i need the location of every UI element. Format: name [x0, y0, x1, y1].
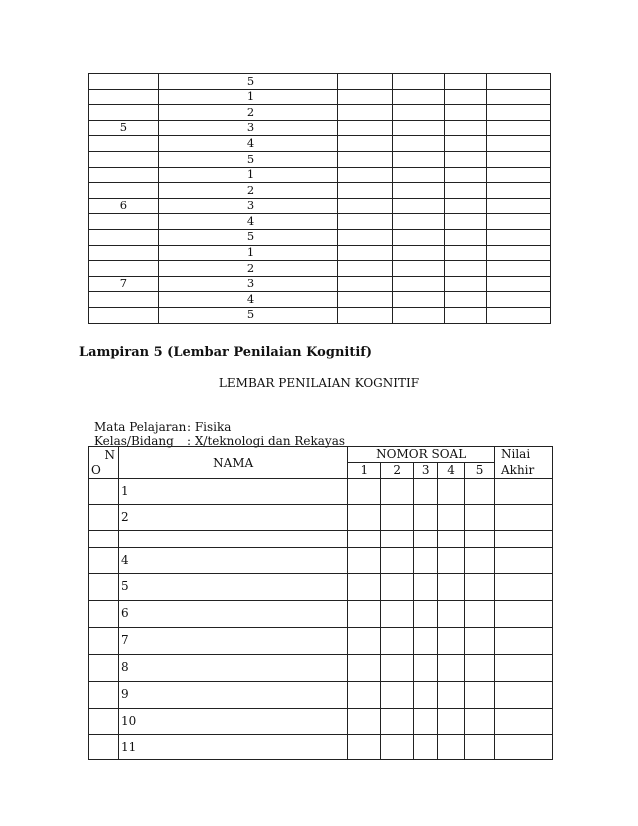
- final-score-cell: [495, 479, 553, 505]
- score-cell: [487, 229, 551, 245]
- answer-score-cell: [465, 531, 495, 548]
- answer-score-cell: [381, 505, 414, 531]
- score-cell: [487, 261, 551, 277]
- score-cell: [487, 292, 551, 308]
- answer-score-cell: [414, 548, 438, 574]
- score-cell: [337, 214, 393, 230]
- score-cell: [445, 198, 487, 214]
- score-cell: [337, 229, 393, 245]
- answer-score-cell: [348, 682, 381, 709]
- final-score-cell: [495, 548, 553, 574]
- no-cell: [89, 655, 119, 682]
- score-cell: [445, 245, 487, 261]
- no-cell: [89, 628, 119, 655]
- answer-score-cell: [465, 735, 495, 760]
- answer-score-cell: [414, 531, 438, 548]
- question-number-header: 5: [465, 462, 495, 479]
- score-cell: [337, 167, 393, 183]
- group-number-cell: [89, 183, 159, 199]
- score-cell: [487, 307, 551, 323]
- question-number-cell: 4: [158, 292, 337, 308]
- group-number-cell: [89, 245, 159, 261]
- answer-score-cell: [414, 601, 438, 628]
- score-cell: [337, 183, 393, 199]
- top-table-row: [89, 307, 551, 323]
- header-question-numbers: NOMOR SOAL: [348, 447, 495, 463]
- top-table-row: [89, 89, 551, 105]
- question-number-cell: 4: [158, 214, 337, 230]
- score-cell: [487, 198, 551, 214]
- score-cell: [393, 198, 445, 214]
- sheet-title: LEMBAR PENILAIAN KOGNITIF: [218, 376, 420, 390]
- score-cell: [393, 183, 445, 199]
- final-score-cell: [495, 655, 553, 682]
- score-cell: [487, 214, 551, 230]
- student-number-cell: 1: [118, 479, 347, 505]
- group-number-cell: [89, 105, 159, 121]
- score-cell: [393, 229, 445, 245]
- answer-score-cell: [381, 682, 414, 709]
- group-number-cell: [89, 214, 159, 230]
- student-row: [89, 548, 553, 574]
- header-no-top: N: [104, 448, 115, 463]
- score-cell: [337, 151, 393, 167]
- student-number-cell: 9: [118, 682, 347, 709]
- answer-score-cell: [465, 505, 495, 531]
- score-cell: [487, 105, 551, 121]
- group-number-cell: [89, 136, 159, 152]
- student-row: [89, 655, 553, 682]
- student-number-cell: 6: [118, 601, 347, 628]
- top-table-row: [89, 167, 551, 183]
- answer-score-cell: [465, 709, 495, 735]
- answer-score-cell: [414, 628, 438, 655]
- score-cell: [393, 167, 445, 183]
- student-number-cell: 4: [118, 548, 347, 574]
- answer-score-cell: [465, 682, 495, 709]
- group-number-cell: [89, 89, 159, 105]
- question-number-cell: 1: [158, 167, 337, 183]
- answer-score-cell: [381, 531, 414, 548]
- question-number-header: 4: [438, 462, 465, 479]
- student-number-cell: 10: [118, 709, 347, 735]
- header-final-bottom: Akhir: [501, 462, 535, 477]
- answer-score-cell: [381, 628, 414, 655]
- question-number-cell: 4: [158, 136, 337, 152]
- student-row: [89, 479, 553, 505]
- answer-score-cell: [414, 479, 438, 505]
- score-cell: [393, 292, 445, 308]
- score-cell: [393, 245, 445, 261]
- score-cell: [337, 74, 393, 90]
- no-cell: [89, 735, 119, 760]
- answer-score-cell: [414, 735, 438, 760]
- student-row: [89, 601, 553, 628]
- answer-score-cell: [381, 548, 414, 574]
- top-table-row: [89, 136, 551, 152]
- answer-score-cell: [348, 479, 381, 505]
- question-number-cell: 5: [158, 307, 337, 323]
- score-cell: [445, 214, 487, 230]
- top-table-row: [89, 261, 551, 277]
- question-number-cell: 3: [158, 198, 337, 214]
- answer-score-cell: [348, 735, 381, 760]
- score-cell: [487, 167, 551, 183]
- score-cell: [393, 276, 445, 292]
- top-score-table: [88, 73, 551, 324]
- final-score-cell: [495, 601, 553, 628]
- group-number-cell: [89, 229, 159, 245]
- score-cell: [487, 183, 551, 199]
- answer-score-cell: [348, 628, 381, 655]
- question-number-cell: 3: [158, 276, 337, 292]
- class-value: : X/teknologi dan Rekayas: [187, 434, 346, 448]
- no-cell: [89, 548, 119, 574]
- score-cell: [445, 120, 487, 136]
- answer-score-cell: [438, 505, 465, 531]
- answer-score-cell: [438, 655, 465, 682]
- top-table-row: [89, 229, 551, 245]
- question-number-cell: 5: [158, 229, 337, 245]
- group-number-cell: [89, 74, 159, 90]
- answer-score-cell: [465, 479, 495, 505]
- student-number-cell: 5: [118, 574, 347, 601]
- top-table-row: [89, 214, 551, 230]
- question-number-cell: 2: [158, 105, 337, 121]
- top-table-row: [89, 292, 551, 308]
- score-cell: [487, 151, 551, 167]
- group-number-cell: [89, 307, 159, 323]
- answer-score-cell: [438, 628, 465, 655]
- score-cell: [445, 276, 487, 292]
- answer-score-cell: [381, 574, 414, 601]
- top-table-row: [89, 183, 551, 199]
- answer-score-cell: [414, 505, 438, 531]
- score-cell: [393, 136, 445, 152]
- score-cell: [393, 120, 445, 136]
- no-cell: [89, 601, 119, 628]
- answer-score-cell: [348, 709, 381, 735]
- score-cell: [393, 89, 445, 105]
- score-cell: [337, 245, 393, 261]
- student-row: [89, 682, 553, 709]
- answer-score-cell: [381, 735, 414, 760]
- group-number-cell: 7: [89, 276, 159, 292]
- score-cell: [445, 105, 487, 121]
- answer-score-cell: [348, 505, 381, 531]
- score-cell: [393, 74, 445, 90]
- question-number-header: 3: [414, 462, 438, 479]
- score-cell: [337, 261, 393, 277]
- group-number-cell: [89, 167, 159, 183]
- answer-score-cell: [438, 548, 465, 574]
- student-number-cell: [118, 531, 347, 548]
- answer-score-cell: [465, 655, 495, 682]
- score-cell: [337, 120, 393, 136]
- score-cell: [487, 276, 551, 292]
- student-number-cell: 11: [118, 735, 347, 760]
- score-cell: [487, 120, 551, 136]
- question-number-cell: 5: [158, 151, 337, 167]
- appendix-heading: Lampiran 5 (Lembar Penilaian Kognitif): [79, 345, 373, 360]
- answer-score-cell: [438, 709, 465, 735]
- score-cell: [445, 151, 487, 167]
- answer-score-cell: [348, 548, 381, 574]
- score-cell: [393, 214, 445, 230]
- score-cell: [445, 261, 487, 277]
- answer-score-cell: [438, 682, 465, 709]
- student-row: [89, 735, 553, 760]
- answer-score-cell: [348, 655, 381, 682]
- answer-score-cell: [414, 655, 438, 682]
- score-cell: [487, 74, 551, 90]
- final-score-cell: [495, 682, 553, 709]
- answer-score-cell: [414, 574, 438, 601]
- group-number-cell: [89, 292, 159, 308]
- no-cell: [89, 531, 119, 548]
- answer-score-cell: [465, 548, 495, 574]
- answer-score-cell: [465, 574, 495, 601]
- student-row: [89, 531, 553, 548]
- final-score-cell: [495, 531, 553, 548]
- class-label: Kelas/Bidang: [94, 434, 174, 448]
- question-number-header: 1: [348, 462, 381, 479]
- student-row: [89, 628, 553, 655]
- group-number-cell: 5: [89, 120, 159, 136]
- score-cell: [487, 136, 551, 152]
- question-number-cell: 2: [158, 183, 337, 199]
- answer-score-cell: [381, 601, 414, 628]
- answer-score-cell: [438, 574, 465, 601]
- no-cell: [89, 479, 119, 505]
- top-table-row: [89, 276, 551, 292]
- score-cell: [393, 105, 445, 121]
- score-cell: [337, 276, 393, 292]
- answer-score-cell: [438, 531, 465, 548]
- no-cell: [89, 574, 119, 601]
- question-number-cell: 1: [158, 245, 337, 261]
- score-cell: [337, 292, 393, 308]
- answer-score-cell: [348, 531, 381, 548]
- answer-score-cell: [438, 735, 465, 760]
- group-number-cell: [89, 151, 159, 167]
- score-cell: [337, 89, 393, 105]
- answer-score-cell: [348, 574, 381, 601]
- score-cell: [445, 74, 487, 90]
- score-cell: [445, 229, 487, 245]
- score-cell: [393, 261, 445, 277]
- final-score-cell: [495, 735, 553, 760]
- answer-score-cell: [438, 479, 465, 505]
- final-score-cell: [495, 628, 553, 655]
- subject-label: Mata Pelajaran: [94, 420, 187, 434]
- header-final-top: Nilai: [501, 447, 531, 461]
- score-cell: [337, 307, 393, 323]
- answer-score-cell: [465, 601, 495, 628]
- top-table-row: [89, 120, 551, 136]
- answer-score-cell: [465, 628, 495, 655]
- score-cell: [487, 89, 551, 105]
- answer-score-cell: [438, 601, 465, 628]
- header-row-1: [89, 447, 553, 463]
- score-cell: [445, 292, 487, 308]
- student-number-cell: 2: [118, 505, 347, 531]
- score-cell: [337, 198, 393, 214]
- final-score-cell: [495, 709, 553, 735]
- score-cell: [445, 183, 487, 199]
- answer-score-cell: [381, 655, 414, 682]
- student-number-cell: 7: [118, 628, 347, 655]
- header-no: [89, 447, 119, 479]
- score-cell: [487, 245, 551, 261]
- score-cell: [337, 105, 393, 121]
- assessment-table: [88, 446, 553, 760]
- answer-score-cell: [414, 682, 438, 709]
- top-table-row: [89, 245, 551, 261]
- header-name: NAMA: [118, 447, 347, 479]
- top-table-row: [89, 151, 551, 167]
- student-row: [89, 574, 553, 601]
- question-number-header: 2: [381, 462, 414, 479]
- score-cell: [445, 167, 487, 183]
- score-cell: [445, 136, 487, 152]
- answer-score-cell: [381, 709, 414, 735]
- score-cell: [393, 307, 445, 323]
- header-no-bottom: O: [91, 463, 101, 478]
- student-row: [89, 505, 553, 531]
- question-number-cell: 3: [158, 120, 337, 136]
- score-cell: [445, 89, 487, 105]
- subject-value: : Fisika: [187, 420, 232, 434]
- question-number-cell: 1: [158, 89, 337, 105]
- question-number-cell: 5: [158, 74, 337, 90]
- score-cell: [445, 307, 487, 323]
- no-cell: [89, 505, 119, 531]
- top-table-row: [89, 74, 551, 90]
- score-cell: [337, 136, 393, 152]
- answer-score-cell: [348, 601, 381, 628]
- header-final-score: [495, 447, 553, 479]
- group-number-cell: [89, 261, 159, 277]
- question-number-cell: 2: [158, 261, 337, 277]
- final-score-cell: [495, 574, 553, 601]
- top-table-row: [89, 105, 551, 121]
- top-table-row: [89, 198, 551, 214]
- no-cell: [89, 682, 119, 709]
- score-cell: [393, 151, 445, 167]
- answer-score-cell: [381, 479, 414, 505]
- no-cell: [89, 709, 119, 735]
- group-number-cell: 6: [89, 198, 159, 214]
- final-score-cell: [495, 505, 553, 531]
- student-row: [89, 709, 553, 735]
- student-number-cell: 8: [118, 655, 347, 682]
- answer-score-cell: [414, 709, 438, 735]
